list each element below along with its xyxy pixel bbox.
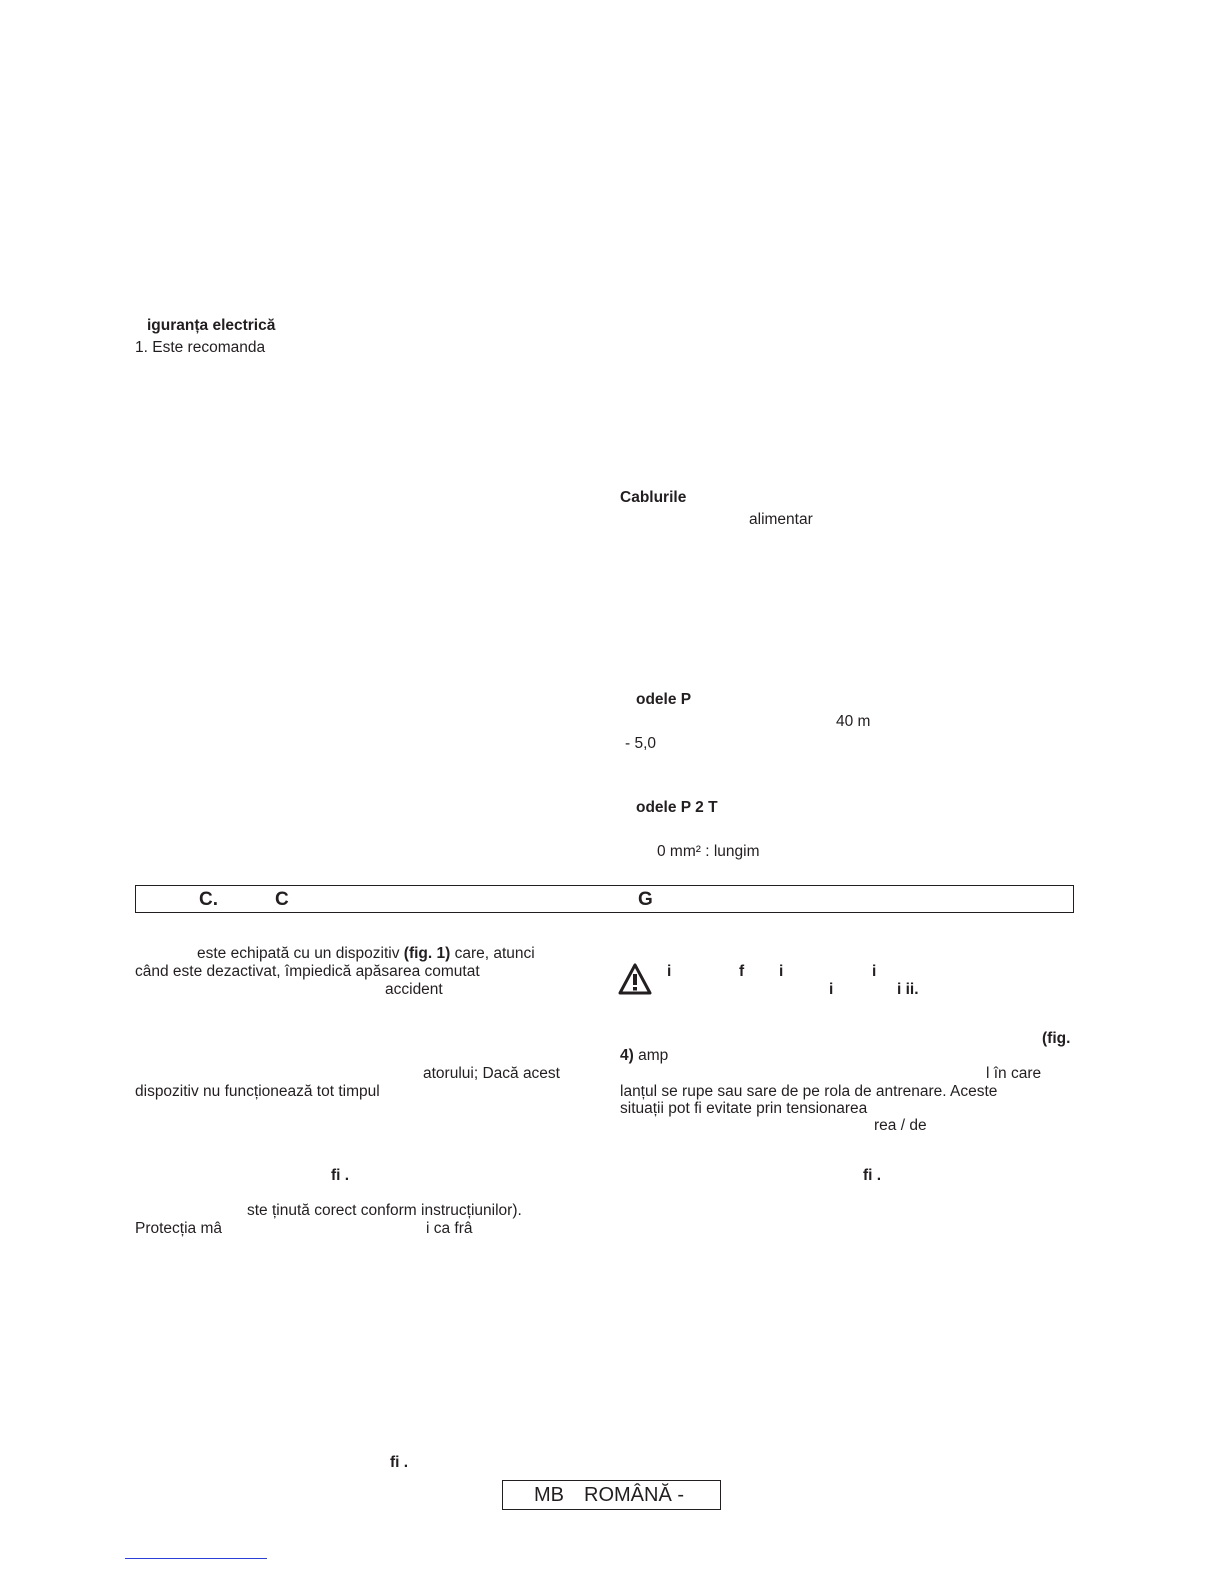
chain-line1-text: amp xyxy=(633,1047,669,1064)
paragraph-device-text-c: care, atunci xyxy=(450,945,535,962)
fig4-ref: 4) xyxy=(620,1047,634,1064)
section-banner xyxy=(135,885,1074,913)
page-footer-label xyxy=(502,1480,721,1510)
warning-fragment-5: i xyxy=(829,981,834,998)
model2-heading: odele P 2 T xyxy=(636,799,718,816)
paragraph-hand-line2b: i ca frâ xyxy=(426,1220,473,1237)
cables-heading: Cablurile xyxy=(620,489,687,506)
footer-model: MB xyxy=(534,1484,564,1506)
fig-ref-right-2: fi . xyxy=(863,1167,882,1184)
warning-fragment-1: i xyxy=(667,963,672,980)
fig-ref-right: (fig. xyxy=(1042,1030,1071,1047)
model2-section: 0 mm² : lungim xyxy=(657,843,760,860)
paragraph-device-line1 xyxy=(135,945,535,963)
list-item-1: 1. Este recomanda xyxy=(135,339,266,356)
chain-line3: lanțul se rupe sau sare de pe rola de antrenare. Aceste xyxy=(620,1083,998,1100)
warning-fragment-3: i xyxy=(779,963,784,980)
fig1-ref: (fig. 1) xyxy=(403,945,451,962)
paragraph-device-line3: accident xyxy=(385,981,443,998)
footer-language: ROMÂNĂ - xyxy=(584,1484,684,1506)
chain-line4: situații pot fi evitate prin tensionarea xyxy=(620,1100,868,1117)
warning-fragment-4: i xyxy=(872,963,877,980)
paragraph-device-text-a: este echipată cu un dispozitiv xyxy=(197,945,404,962)
warning-fragment-6: i ii. xyxy=(897,981,919,998)
warning-fragment-2: f xyxy=(739,963,745,980)
model1-length: 40 m xyxy=(836,713,871,730)
banner-letter-1: C. xyxy=(199,889,218,910)
paragraph-operator-line2: dispozitiv nu funcționează tot timpul xyxy=(135,1083,380,1100)
paragraph-hand-line2a: Protecția mâ xyxy=(135,1220,223,1237)
cables-text: alimentar xyxy=(749,511,813,528)
banner-letter-2: C xyxy=(275,889,289,910)
section-heading-electrical-safety: iguranța electrică xyxy=(147,317,276,334)
footer-rule xyxy=(125,1558,267,1559)
chain-line2: l în care xyxy=(986,1065,1042,1082)
paragraph-hand-line1: ste ținută corect conform instrucțiunilor). xyxy=(247,1202,522,1219)
warning-triangle-icon xyxy=(618,963,652,995)
chain-line1 xyxy=(620,1047,668,1065)
banner-letter-3: G xyxy=(638,889,653,910)
chain-line5: rea / de xyxy=(874,1117,927,1134)
model1-section: - 5,0 xyxy=(625,735,657,752)
paragraph-device-line2: când este dezactivat, împiedică apăsarea comutat xyxy=(135,963,480,980)
fig-ref-left-2: fi . xyxy=(390,1454,409,1471)
paragraph-operator-line1: atorului; Dacă acest xyxy=(423,1065,560,1082)
fig-ref-left-1: fi . xyxy=(331,1167,350,1184)
model1-heading: odele P xyxy=(636,691,692,708)
